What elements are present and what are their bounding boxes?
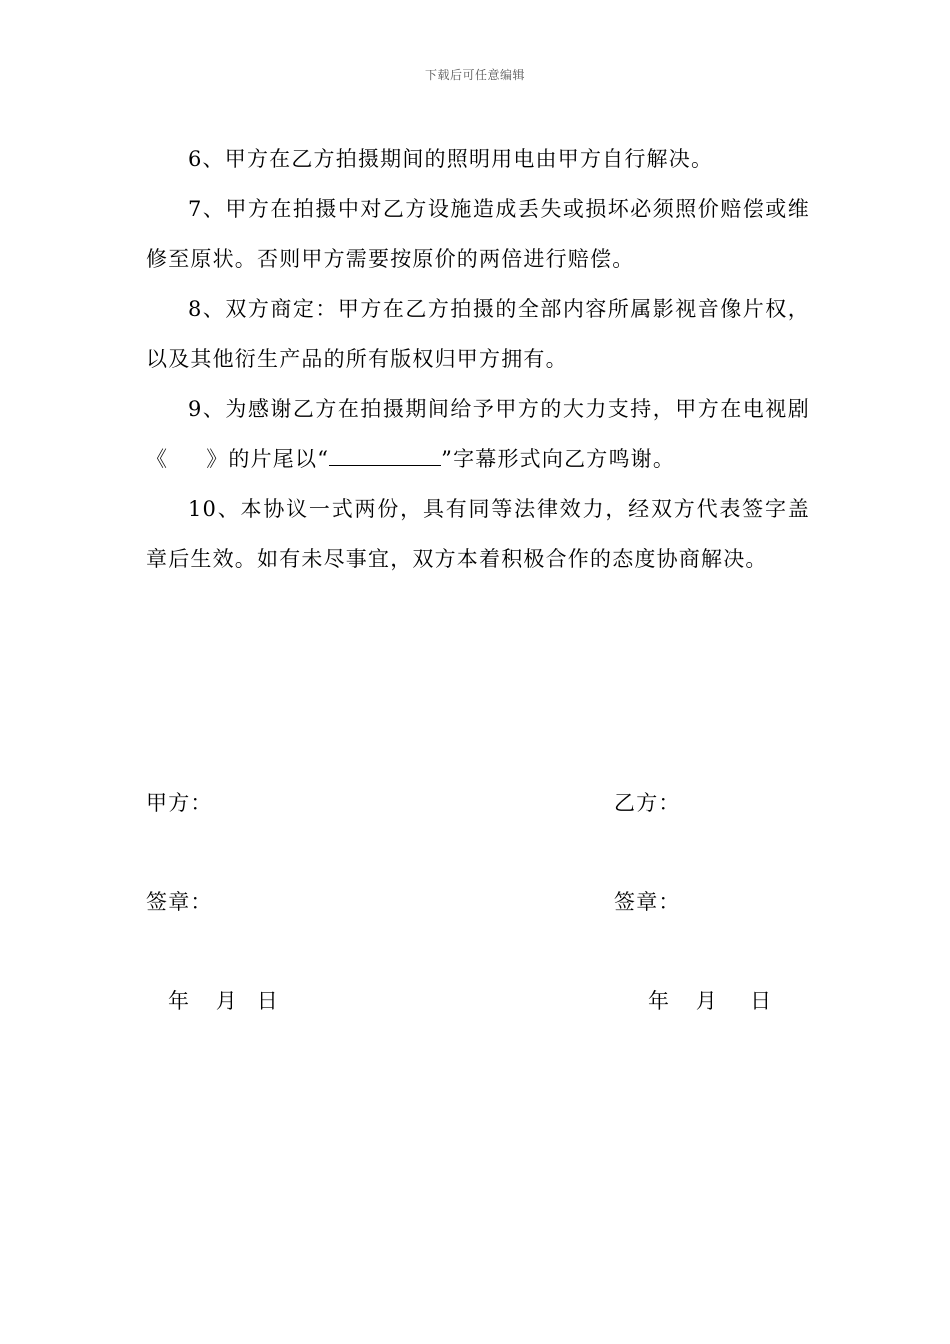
clause-8: 8、双方商定：甲方在乙方拍摄的全部内容所属影视音像片权，以及其他衍生产品的所有版权归甲方拥有。	[146, 297, 810, 371]
date-a: 年 月 日	[168, 989, 278, 1013]
header-note: 下载后可任意编辑	[424, 68, 525, 82]
clause-7: 7、甲方在拍摄中对乙方设施造成丢失或损坏必须照价赔偿或维修至原状。否则甲方需要按原价的两倍进行赔偿。	[146, 197, 810, 271]
seal-b-label: 签章：	[614, 890, 681, 914]
seal-a-label: 签章：	[146, 890, 213, 914]
party-a-label: 甲方：	[146, 791, 213, 815]
date-b: 年 月 日	[648, 989, 772, 1013]
clause-9	[146, 384, 810, 484]
clause-9-part1: 9、为感谢乙方在拍摄期间给予甲方的大力支持，甲方在电视剧《	[146, 397, 810, 471]
clause-10: 10、本协议一式两份，具有同等法律效力，经双方代表签字盖章后生效。如有未尽事宜，双方本着积极合作的态度协商解决。	[146, 497, 810, 571]
clause-6: 6、甲方在乙方拍摄期间的照明用电由甲方自行解决。	[188, 147, 714, 171]
party-b-label: 乙方：	[614, 791, 681, 815]
contract-body	[146, 134, 810, 584]
credit-blank-line	[329, 443, 441, 466]
clause-9-part2: 》的片尾以“	[206, 447, 330, 471]
clause-9-part3: ”字幕形式向乙方鸣谢。	[441, 447, 676, 471]
